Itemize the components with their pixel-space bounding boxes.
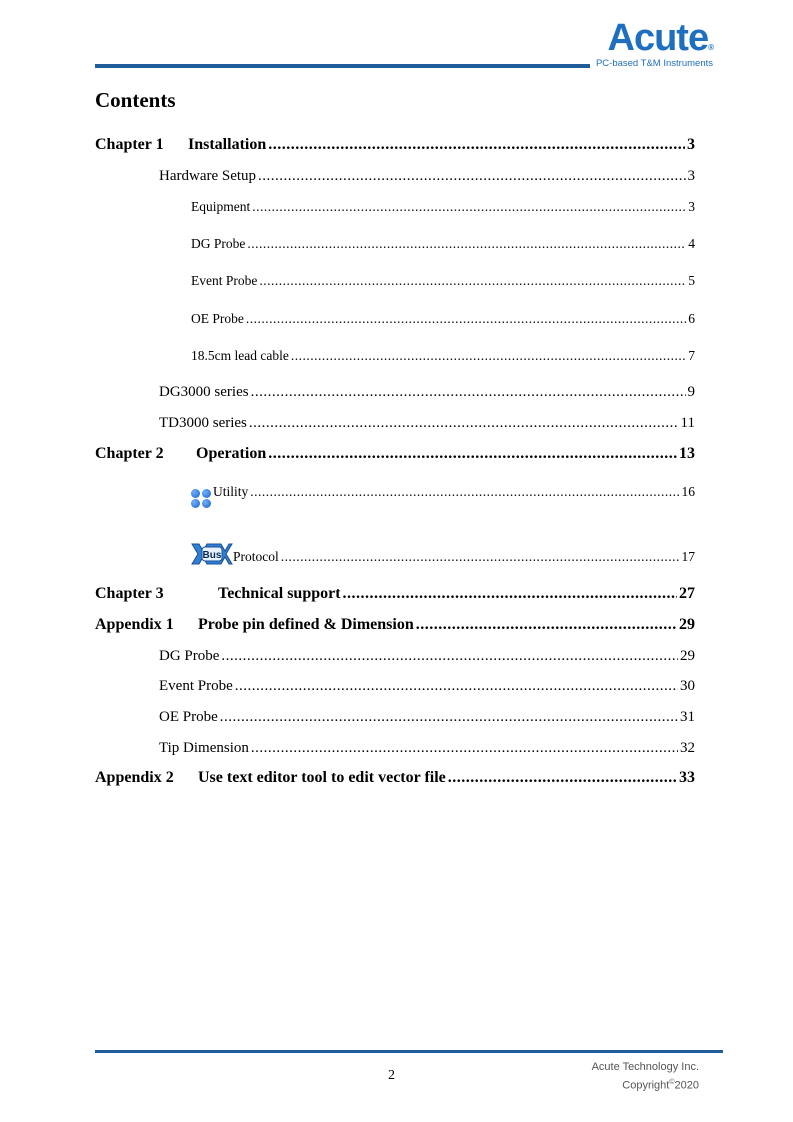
toc-leader <box>235 676 678 696</box>
toc-entry-number: Chapter 1 <box>95 136 164 153</box>
toc-page-number: 9 <box>687 384 695 400</box>
toc-entry-appendix-dg-probe[interactable] <box>159 646 695 666</box>
toc-entry-title: Use text editor tool to edit vector file <box>198 769 446 786</box>
toc-entry-dg3000-series[interactable] <box>159 382 695 402</box>
toc-page-number: 30 <box>680 678 695 694</box>
toc-leader <box>268 135 685 155</box>
toc-page-number: 31 <box>680 709 695 725</box>
toc-page-number: 29 <box>679 616 695 633</box>
toc-page-number: 5 <box>688 273 695 288</box>
toc-entry-title: Tip Dimension <box>159 740 249 756</box>
toc-leader <box>343 584 677 604</box>
toc-leader <box>291 346 686 366</box>
toc-entry-protocol[interactable] <box>191 537 695 567</box>
toc-entry-title: 18.5cm lead cable <box>191 348 289 363</box>
toc-leader <box>250 482 679 502</box>
copyright-symbol: © <box>669 1079 675 1086</box>
bus-icon-text: Bus <box>202 550 222 561</box>
toc-entry-title: DG Probe <box>191 236 246 251</box>
footer-company <box>592 1060 699 1094</box>
copyright-prefix: Copyright <box>622 1079 670 1092</box>
toc-entry-appendix-oe-probe[interactable] <box>159 707 695 727</box>
toc-entry-equipment[interactable] <box>191 197 695 217</box>
toc-page-number: 7 <box>688 348 695 363</box>
toc-leader <box>251 738 678 758</box>
toc-entry-event-probe[interactable] <box>191 271 695 291</box>
toc-entry-appendix-2[interactable] <box>95 768 695 788</box>
toc-entry-lead-cable[interactable] <box>191 346 695 366</box>
toc-entry-number: Appendix 2 <box>95 769 174 786</box>
toc-page-number: 3 <box>687 168 695 184</box>
toc-leader <box>268 444 677 464</box>
acute-logo <box>585 12 725 72</box>
toc-page-number: 3 <box>687 136 695 153</box>
page-number: 2 <box>388 1068 395 1083</box>
toc-entry-title: Operation <box>196 445 267 462</box>
toc-entry-number: Appendix 1 <box>95 616 174 633</box>
toc-entry-title: Hardware Setup <box>159 168 257 184</box>
toc-leader <box>221 646 678 666</box>
toc-entry-oe-probe[interactable] <box>191 309 695 329</box>
footer-rule <box>95 1050 723 1053</box>
toc-entry-title: Installation <box>188 136 267 153</box>
toc-leader <box>251 382 686 402</box>
toc-entry-title: Equipment <box>191 199 251 214</box>
toc-page-number: 32 <box>680 740 695 756</box>
toc-entry-tip-dimension[interactable] <box>159 738 695 758</box>
toc-entry-title: OE Probe <box>191 311 244 326</box>
toc-entry-chapter-1[interactable] <box>95 135 695 155</box>
logo-registered-mark: ® <box>708 43 713 52</box>
toc-leader <box>281 547 680 567</box>
toc-entry-chapter-3[interactable] <box>95 584 695 604</box>
toc-page-number: 6 <box>688 311 695 326</box>
toc-entry-title: Technical support <box>218 585 341 602</box>
toc-entry-title: DG3000 series <box>159 384 249 400</box>
toc-entry-title: TD3000 series <box>159 415 247 431</box>
toc-leader <box>448 768 677 788</box>
toc-page-number: 3 <box>688 199 695 214</box>
company-name: Acute Technology Inc. <box>591 1061 699 1073</box>
toc-leader <box>246 309 686 329</box>
toc-entry-td3000-series[interactable] <box>159 413 695 433</box>
toc-entry-title: OE Probe <box>159 709 218 725</box>
header-rule <box>95 64 590 68</box>
toc-entry-title: Utility <box>213 484 249 499</box>
toc-entry-dg-probe[interactable] <box>191 234 695 254</box>
toc-leader <box>220 707 678 727</box>
toc-entry-number: Chapter 3 <box>95 585 164 602</box>
toc-leader <box>258 166 685 186</box>
logo-text: Acute <box>607 17 709 59</box>
toc-entry-title: Event Probe <box>159 678 233 694</box>
toc-page-number: 11 <box>680 415 695 431</box>
copyright-year: 2020 <box>674 1079 699 1092</box>
toc-page-number: 4 <box>688 236 695 251</box>
toc-entry-utility[interactable] <box>191 482 695 506</box>
bus-protocol-icon <box>191 542 233 566</box>
utility-icon <box>191 489 212 508</box>
toc-page-number: 16 <box>681 484 695 499</box>
toc-leader <box>259 271 686 291</box>
toc-entry-title: Protocol <box>233 549 279 564</box>
copyright-line <box>592 1075 699 1094</box>
toc-page-number: 33 <box>679 769 695 786</box>
toc-leader <box>249 413 679 433</box>
toc-entry-appendix-1[interactable] <box>95 615 695 635</box>
toc-leader <box>416 615 677 635</box>
toc-entry-number: Chapter 2 <box>95 445 164 462</box>
toc-entry-chapter-2[interactable] <box>95 444 695 464</box>
page-title: Contents <box>95 88 176 112</box>
toc-page-number: 27 <box>679 585 695 602</box>
toc-page-number: 13 <box>679 445 695 462</box>
logo-tagline: PC-based T&M Instruments <box>595 58 713 69</box>
toc-page-number: 29 <box>680 648 695 664</box>
toc-entry-appendix-event-probe[interactable] <box>159 676 695 696</box>
toc-leader <box>247 234 686 254</box>
toc-page-number: 17 <box>681 549 695 564</box>
toc-leader <box>252 197 686 217</box>
toc-entry-hardware-setup[interactable] <box>159 166 695 186</box>
toc-entry-title: Probe pin defined & Dimension <box>198 616 414 633</box>
toc-entry-title: Event Probe <box>191 273 258 288</box>
toc-entry-title: DG Probe <box>159 648 220 664</box>
